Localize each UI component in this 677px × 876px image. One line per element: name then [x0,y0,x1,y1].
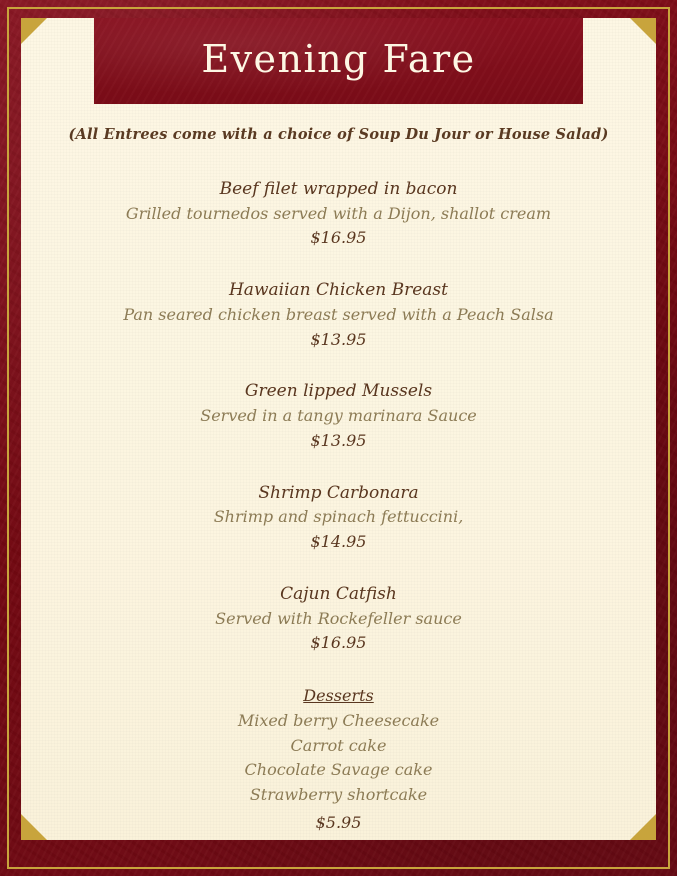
menu-item-description: Served with Rockefeller sauce [215,608,462,628]
menu-item-description: Pan seared chicken breast served with a Peach Salsa [123,304,554,324]
dessert-section [21,683,656,835]
menu-item-price: $16.95 [310,228,367,248]
menu-item-name: Shrimp Carbonara [258,482,419,503]
menu-item-name: Beef filet wrapped in bacon [219,179,458,199]
menu-subtitle: (All Entrees come with a choice of Soup Du Jour or House Salad) [68,126,609,143]
menu-item-price: $13.95 [310,329,367,349]
corner-ornament-bottom-left [21,814,47,840]
page-title: Evening Fare [201,37,476,81]
dessert-item: Carrot cake [290,735,387,755]
menu-item-description: Shrimp and spinach fettuccini, [213,507,464,527]
dessert-price: $5.95 [315,812,362,832]
menu-item-description: Served in a tangy marinara Sauce [200,406,477,426]
entree-list [21,177,656,656]
menu-item-name: Cajun Catfish [280,583,397,604]
menu-content [21,104,656,836]
corner-ornament-top-left [21,18,47,44]
menu-item-name: Hawaiian Chicken Breast [228,280,448,301]
menu-item-price: $14.95 [310,532,367,552]
menu-item [21,481,656,555]
corner-ornament-bottom-right [630,814,656,840]
menu-item-price: $13.95 [310,430,367,450]
menu-item-name: Green lipped Mussels [244,381,433,402]
menu-header-band [94,18,583,104]
dessert-section-heading: Desserts [303,686,374,706]
menu-item [21,177,656,251]
dessert-item: Mixed berry Cheesecake [237,710,440,730]
corner-ornament-top-right [630,18,656,44]
menu-card [21,18,656,840]
menu-item [21,278,656,352]
menu-item-description: Grilled tournedos served with a Dijon, shallot cream [125,203,552,223]
menu-item [21,379,656,453]
menu-item [21,582,656,656]
menu-item-price: $16.95 [310,633,367,653]
dessert-item: Chocolate Savage cake [244,760,433,780]
dessert-item: Strawberry shortcake [249,785,428,805]
